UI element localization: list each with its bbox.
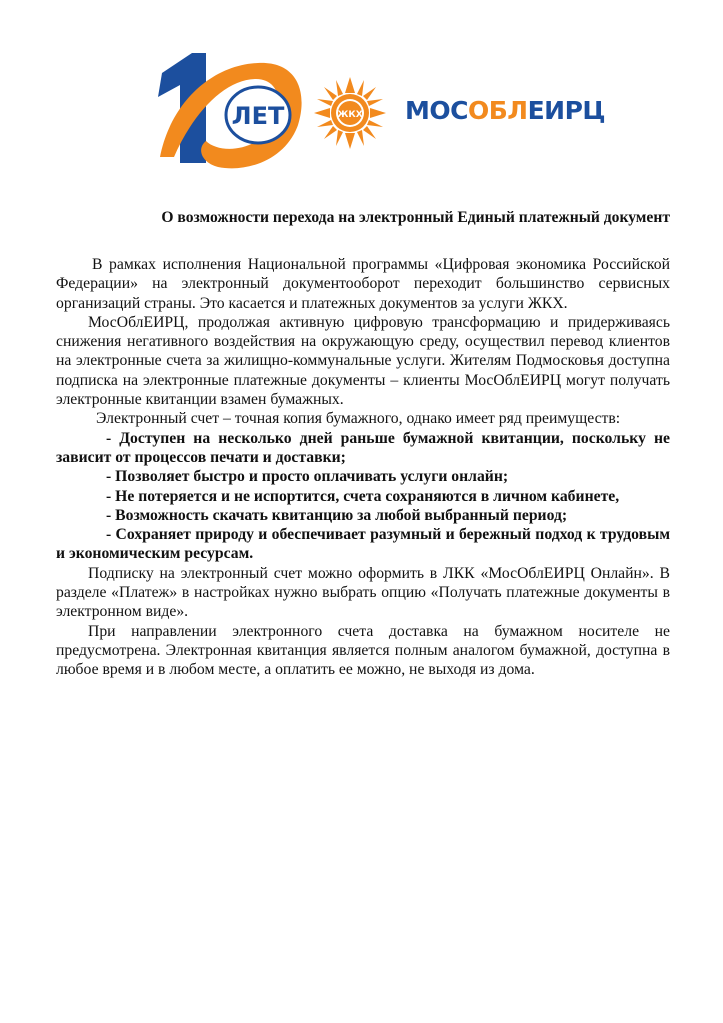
zhkh-sun-icon <box>312 75 388 151</box>
years-label: ЛЕТ <box>231 102 285 130</box>
paragraph-subscription: Подписку на электронный счет можно оформить в ЛКК «МосОблЕИРЦ Онлайн». В разделе «Платеж» в настройках нужно выбрать опцию «Получать платежные документы в электронном виде». <box>56 564 670 621</box>
sun-badge-label: ЖКХ <box>337 110 363 120</box>
paragraph-advantages-lead: Электронный счет – точная копия бумажного, однако имеет ряд преимуществ: <box>96 410 621 428</box>
paragraph-delivery: При направлении электронного счета доставка на бумажном носителе не предусмотрена. Электронная квитанция является полным аналогом бумажной, доступна в любое время и в любом месте, а оплатить ее можно, не выходя из дома. <box>56 622 670 679</box>
anniversary-10-years-logo <box>140 45 310 175</box>
paragraph-intro: В рамках исполнения Национальной программы «Цифровая экономика Российской Федерации» на электронный документооборот переходит большинство сервисных организаций страны. Это касается и платежных документов за услуги ЖКХ. <box>56 256 670 312</box>
letterhead <box>0 0 723 200</box>
advantage-item: - Сохраняет природу и обеспечивает разумный и бережный подход к трудовым и экономическим ресурсам. <box>56 526 670 563</box>
brand-part-1: МОС <box>405 96 468 125</box>
advantage-item: - Возможность скачать квитанцию за любой выбранный период; <box>106 506 568 524</box>
advantage-item: - Не потеряется и не испортится, счета сохраняются в личном кабинете, <box>106 487 620 505</box>
document-body <box>56 255 670 680</box>
paragraph-mosobleirc: МосОблЕИРЦ, продолжая активную цифровую трансформацию и придерживаясь снижения негативного воздействия на окружающую среду, осуществил перевод клиентов на электронные счета за жилищно-коммунальные услуги. Жителям Подмосковья доступна подписка на электронные платежные документы – клиенты МосОблЕИРЦ могут получать электронные квитанции взамен бумажных. <box>56 313 670 409</box>
brand-part-3: ЕИРЦ <box>527 96 606 125</box>
advantage-item: - Доступен на несколько дней раньше бумажной квитанции, поскольку не зависит от процессов печати и доставки; <box>56 429 670 466</box>
advantage-item: - Позволяет быстро и просто оплачивать услуги онлайн; <box>106 468 509 486</box>
brand-part-2: ОБЛ <box>467 96 528 125</box>
brand-name <box>405 96 605 125</box>
document-title: О возможности перехода на электронный Единый платежный документ <box>161 209 670 226</box>
